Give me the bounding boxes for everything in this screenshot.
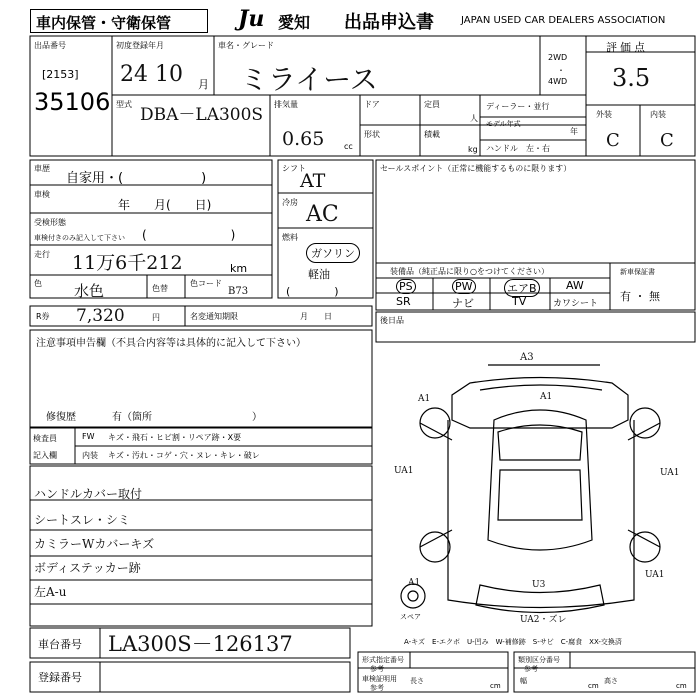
spare-label: スペア — [400, 613, 421, 621]
chassis-label: 車台番号 — [38, 638, 82, 651]
handnote-3: カミラーWカバーキズ — [34, 537, 155, 551]
handnote-2: シートスレ・シミ — [34, 513, 130, 527]
lot-number: 35106 — [34, 88, 111, 116]
color-code-value: B73 — [228, 286, 249, 297]
length-label: 長さ — [410, 677, 424, 685]
handnote-5: 左A-u — [34, 585, 67, 599]
sales-point-label: セールスポイント（正常に機能するものに限ります） — [380, 164, 572, 173]
inspector-label2: 記入欄 — [33, 451, 57, 460]
displacement-value: 0.65 — [282, 128, 325, 150]
handnote-4: ボディステッカー跡 — [34, 561, 141, 575]
history-label: 車歴 — [34, 164, 50, 173]
month-char: 月 — [198, 78, 209, 91]
capacity-label: 定員 — [424, 100, 440, 109]
equipment-label: 装備品（純正品に限り○をつけてください） — [390, 267, 549, 276]
damage-mark-ua2: UA2・ズレ — [520, 615, 567, 625]
first-reg-value: 24 10 — [120, 62, 183, 87]
notice-label: 注意事項申告欄（不具合内容等は具体的に記入して下さい） — [36, 338, 306, 349]
handle-label: ハンドル 左・右 — [486, 144, 550, 153]
width-unit: cm — [588, 682, 599, 690]
drive-2wd: 2WD — [548, 53, 568, 62]
repair-value: 有（箇所 ） — [112, 412, 262, 423]
repair-label: 修復歴 — [46, 412, 76, 423]
chassis-value: LA300S－126137 — [108, 632, 293, 656]
dealer-label: ディーラー・並行 — [486, 102, 550, 111]
inspector-label: 検査員 — [33, 434, 57, 443]
warranty-value: 有 ・ 無 — [620, 290, 660, 303]
equip-pw: PW — [452, 279, 476, 294]
mileage-value: 11万6千212 — [72, 252, 183, 274]
cert-label: 車検証明用 — [362, 675, 397, 683]
color-change-label: 色替 — [152, 284, 168, 293]
tax-value: 月 日 — [300, 312, 332, 321]
recycle-unit: 円 — [152, 313, 160, 322]
ju-logo: Ju — [238, 6, 265, 32]
type-no-ref: 参考 — [370, 665, 384, 673]
equip-aw: AW — [566, 279, 584, 292]
damage-mark-ua1-left: UA1 — [394, 466, 414, 476]
car-name-label: 車名・グレード — [218, 41, 274, 50]
damage-mark-ua1-rear: UA1 — [645, 570, 665, 580]
lot-label: 出品番号 — [34, 41, 66, 50]
load-label: 積載 — [424, 130, 440, 139]
type-no-label: 形式指定番号 — [362, 656, 404, 664]
inspection-value: 年 月( 日) — [118, 198, 212, 212]
org-name: 愛知 — [278, 13, 311, 32]
year-unit: 年 — [570, 127, 578, 136]
class-ref: 参考 — [524, 665, 538, 673]
length-unit: cm — [490, 682, 501, 690]
notes-later-label: 後日品 — [380, 316, 404, 325]
score-label: 評価点 — [606, 41, 648, 54]
score-value: 3.5 — [612, 64, 651, 92]
damage-mark-a1-rear: A1 — [408, 578, 421, 588]
warranty-label: 新車保証書 — [620, 268, 655, 276]
damage-mark-a1-left: A1 — [418, 394, 431, 404]
fuel-label: 燃料 — [282, 233, 298, 242]
equip-leather: カワシート — [553, 299, 599, 309]
shift-value: AT — [300, 170, 326, 192]
equip-navi: ナビ — [452, 297, 474, 310]
displacement-label: 排気量 — [274, 100, 298, 109]
first-reg-label: 初度登録年月 — [116, 41, 164, 50]
exterior-value: C — [606, 130, 620, 151]
lot-small: [2153] — [42, 68, 79, 81]
inspector-row2-head: 内装 — [82, 451, 98, 460]
car-name-value: ミライース — [240, 63, 378, 96]
equip-tv: TV — [512, 295, 527, 308]
mileage-label: 走行 — [34, 250, 50, 259]
door-label: ドア — [364, 100, 380, 109]
inspector-row1: キズ・飛石・ヒビ割・リペア跡・X要 — [108, 433, 242, 442]
cert-ref: 参考 — [370, 684, 384, 692]
height-label: 高さ — [604, 677, 618, 685]
drive-4wd: 4WD — [548, 77, 568, 86]
inspection-label: 車検 — [34, 190, 50, 199]
fuel-diesel: 軽油 — [308, 268, 330, 281]
color-label: 色 — [34, 279, 42, 288]
width-label: 幅 — [520, 677, 527, 685]
damage-legend: A-キズ E-エクボ U-凹み W-補修跡 S-サビ C-腐食 XX-交換済 — [404, 638, 622, 646]
model-label: 型式 — [116, 100, 132, 109]
drive-dot: ・ — [557, 66, 565, 75]
assoc-name: JAPAN USED CAR DEALERS ASSOCIATION — [461, 15, 666, 26]
load-unit: kg — [468, 145, 478, 154]
recycle-value: 7,320 — [76, 306, 125, 326]
equip-ps: PS — [396, 279, 416, 294]
recv-label: 受検形態 — [34, 218, 66, 227]
reg-label: 登録番号 — [38, 671, 82, 684]
damage-mark-a1-front: A1 — [540, 392, 553, 402]
damage-mark-u3: U3 — [532, 580, 546, 590]
mileage-unit: km — [230, 262, 248, 275]
shift-label: シフト — [282, 164, 306, 173]
interior-label: 内装 — [650, 110, 666, 119]
handnote-1: ハンドルカバー取付 — [34, 487, 143, 501]
model-year-label: モデル年式 — [486, 120, 521, 128]
recycle-label: R券 — [36, 312, 50, 321]
fuel-paren: ( ) — [286, 285, 339, 298]
equip-sr: SR — [396, 295, 411, 308]
history-value: 自家用・( ) — [66, 171, 207, 186]
exterior-label: 外装 — [596, 110, 612, 119]
equip-airbag: エアB — [504, 279, 540, 297]
inspector-row1-head: FW — [82, 432, 95, 441]
color-value: 水色 — [74, 282, 105, 300]
damage-mark-a3: A3 — [520, 352, 534, 363]
inspector-row2: キズ・汚れ・コゲ・穴・ヌレ・キレ・破レ — [108, 451, 260, 460]
aircon-value: AC — [306, 202, 339, 227]
color-code-label: 色コード — [190, 279, 222, 288]
class-label: 類別区分番号 — [518, 656, 560, 664]
capacity-unit: 人 — [470, 114, 478, 123]
model-value: DBA－LA300S — [140, 105, 264, 125]
displacement-unit: cc — [344, 142, 353, 151]
damage-mark-ua1-right: UA1 — [660, 468, 680, 478]
form-title: 出品申込書 — [344, 12, 434, 33]
shape-label: 形状 — [364, 130, 380, 139]
recv-paren: ( ) — [142, 228, 236, 242]
interior-value: C — [660, 130, 674, 151]
recv-note: 車検付きのみ記入して下さい — [34, 234, 125, 242]
height-unit: cm — [676, 682, 687, 690]
aircon-label: 冷房 — [282, 198, 298, 207]
tax-label: 名変通知期限 — [190, 312, 238, 321]
storage-tag-text: 車内保管・守衛保管 — [36, 14, 172, 32]
fuel-gasoline: ガソリン — [306, 243, 360, 263]
